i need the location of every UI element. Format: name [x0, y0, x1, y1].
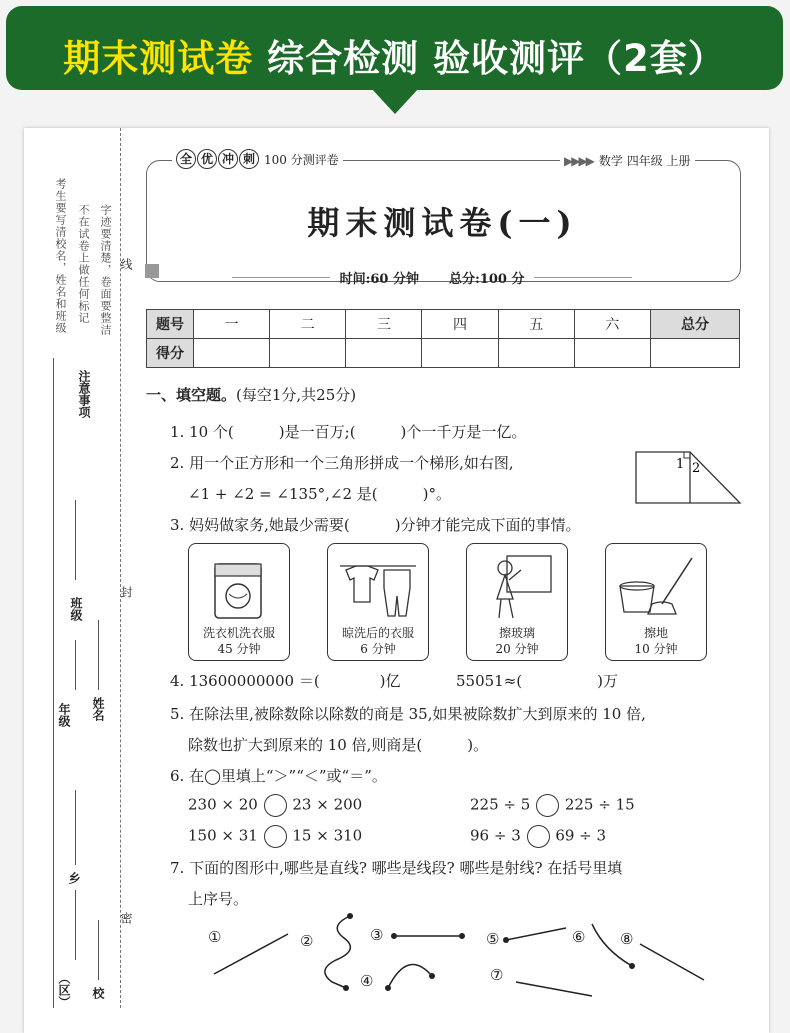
corner-square [145, 264, 159, 278]
line-figures [200, 910, 760, 1010]
table-cell: 三 [346, 310, 422, 339]
banner-title [6, 28, 783, 82]
clothes-line-icon [338, 550, 418, 622]
question-2-line1: 2. 用一个正方形和一个三角形拼成一个梯形,如右图, [170, 454, 514, 472]
score-cell[interactable] [498, 339, 574, 368]
banner-arrow-icon [371, 88, 419, 114]
grade-underline [75, 640, 76, 690]
table-cell: 四 [422, 310, 498, 339]
compare-circle[interactable] [536, 794, 559, 817]
score-cell[interactable] [422, 339, 498, 368]
figure-label-5: ⑤ [486, 930, 500, 948]
task-card-hanging [327, 543, 429, 661]
compare-item [470, 825, 606, 848]
task-card-washing [188, 543, 290, 661]
township-label: 乡 [67, 872, 81, 884]
table-cell: 题号 [147, 310, 194, 339]
side-note-3: 字迹要清楚，卷面要整洁 [99, 204, 112, 336]
grade-label: 年级 [57, 703, 71, 727]
task-caption [606, 625, 706, 657]
time-row [222, 268, 642, 287]
task-caption [328, 625, 428, 657]
township-underline [75, 790, 76, 865]
task-time: 20 分钟 [495, 642, 539, 656]
figure-ray-5 [506, 928, 566, 940]
figure-curve [325, 916, 351, 988]
endpoint-dot [429, 973, 435, 979]
endpoint-dot [385, 985, 391, 991]
section-title [146, 384, 356, 405]
grade-tag [560, 152, 695, 169]
school-label: 校 [91, 987, 105, 999]
top-banner [6, 6, 783, 90]
brand [172, 149, 343, 169]
district-label: （区） [57, 972, 71, 1008]
task-name: 擦玻璃 [498, 626, 535, 640]
grade-label: 数学 四年级 上册 [598, 154, 691, 168]
score-table [146, 309, 740, 368]
figure-label-6: ⑥ [572, 928, 586, 946]
score-cell[interactable] [651, 339, 740, 368]
figure-label-2: ② [300, 932, 314, 950]
task-time: 45 分钟 [217, 642, 261, 656]
endpoint-dot [391, 933, 397, 939]
figure-label-3: ③ [370, 926, 384, 944]
banner-part3: 验收测评（2套） [433, 37, 726, 80]
window-cleaning-icon [477, 550, 557, 622]
question-5-line1: 5. 在除法里,被除数除以除数的商是 35,如果被除数扩大到原来的 10 倍, [170, 705, 646, 723]
compare-right: 225 ÷ 15 [564, 795, 635, 814]
exam-title: 期末测试卷(一) [307, 204, 578, 242]
compare-item [188, 825, 362, 848]
angle-label-2: 2 [692, 461, 701, 476]
compare-left: 150 × 31 [188, 826, 258, 845]
question-3: 3. 妈妈做家务,她最少需要( )分钟才能完成下面的事情。 [170, 516, 581, 534]
right-angle-mark [684, 452, 690, 458]
table-row [147, 339, 740, 368]
question-7-line2: 上序号。 [188, 890, 249, 908]
compare-circle[interactable] [264, 794, 287, 817]
cut-dashed-line [120, 128, 121, 1008]
task-card-window [466, 543, 568, 661]
washing-machine-icon [199, 550, 279, 622]
district-underline [75, 890, 76, 960]
divider [232, 277, 330, 278]
question-5-line2: 除数也扩大到原来的 10 倍,则商是( )。 [188, 736, 489, 754]
cut-mark-seal: 封 [119, 586, 133, 598]
exam-total: 总分:100 分 [448, 272, 525, 287]
figure-line-7 [516, 982, 592, 996]
class-label: 班级 [69, 597, 83, 621]
score-cell[interactable] [194, 339, 270, 368]
endpoint-dot [503, 937, 509, 943]
compare-item [188, 794, 362, 817]
task-time: 10 分钟 [634, 642, 678, 656]
divider [534, 277, 632, 278]
side-note-1: 考生要写清校名，姓名和班级 [54, 178, 67, 334]
name-underline [98, 620, 99, 690]
school-underline [98, 920, 99, 980]
section-note: (每空1分,共25分) [236, 386, 357, 404]
brand-char: 优 [197, 149, 217, 169]
question-7-line1: 7. 下面的图形中,哪些是直线? 哪些是线段? 哪些是射线? 在括号里填 [170, 859, 623, 877]
cut-mark-line: 线 [119, 258, 133, 270]
task-time: 6 分钟 [360, 642, 396, 656]
task-name: 晾洗后的衣服 [341, 626, 414, 640]
triangle-arrows-icon: ▶▶▶▶ [564, 154, 593, 168]
compare-left: 225 ÷ 5 [470, 795, 531, 814]
mop-bucket-icon [616, 550, 696, 622]
compare-right: 69 ÷ 3 [555, 826, 607, 845]
figure-straight-line [214, 934, 288, 974]
table-cell: 得分 [147, 339, 194, 368]
figure-label-7: ⑦ [490, 966, 504, 984]
endpoint-dot [629, 963, 635, 969]
score-cell[interactable] [270, 339, 346, 368]
task-name: 洗衣机洗衣服 [202, 626, 275, 640]
name-label: 姓名 [91, 697, 105, 721]
compare-right: 15 × 310 [292, 826, 363, 845]
endpoint-dot [347, 913, 353, 919]
figure-label-8: ⑧ [620, 930, 634, 948]
figure-label-4: ④ [360, 972, 374, 990]
task-caption [467, 625, 567, 657]
compare-left: 96 ÷ 3 [470, 826, 521, 845]
angle-label-1: 1 [676, 457, 685, 472]
score-cell[interactable] [574, 339, 650, 368]
compare-circle[interactable] [527, 825, 550, 848]
banner-part2: 综合检测 [267, 37, 420, 80]
endpoint-dot [343, 985, 349, 991]
compare-left: 230 × 20 [188, 795, 258, 814]
table-cell: 五 [498, 310, 574, 339]
question-6: 6. 在◯里填上“＞”“＜”或“＝”。 [170, 767, 387, 785]
cut-mark-secret: 密 [119, 912, 133, 924]
task-card-mop [605, 543, 707, 661]
figure-arc [388, 964, 432, 988]
table-row [147, 310, 740, 339]
table-cell: 六 [574, 310, 650, 339]
section-heading: 一、填空题。 [146, 386, 237, 404]
figure-ray-6 [592, 924, 632, 966]
question-4a: 4. 13600000000 ＝( )亿 [170, 672, 401, 690]
task-caption [189, 625, 289, 657]
brand-char: 刺 [239, 149, 259, 169]
compare-right: 23 × 200 [292, 795, 363, 814]
side-heading: 注意事项 [77, 370, 91, 418]
compare-circle[interactable] [264, 825, 287, 848]
brand-subtitle: 100 分测评卷 [264, 152, 339, 167]
score-cell[interactable] [346, 339, 422, 368]
exam-time: 时间:60 分钟 [339, 272, 419, 287]
figure-label-1: ① [208, 928, 222, 946]
question-1: 1. 10 个( )是一百万;( )个一千万是一亿。 [170, 423, 527, 441]
brand-char: 全 [176, 149, 196, 169]
trapezoid-figure [632, 448, 744, 508]
task-name: 擦地 [643, 626, 668, 640]
class-underline [75, 500, 76, 580]
table-cell: 一 [194, 310, 270, 339]
sidebar-rule [53, 358, 54, 1008]
question-4b: 55051≈( )万 [456, 672, 618, 690]
trapezoid-outline [636, 452, 740, 503]
side-note-2: 不在试卷上做任何标记 [77, 204, 90, 324]
figure-segment-8 [640, 944, 704, 980]
brand-char: 冲 [218, 149, 238, 169]
question-2-line2: ∠1 + ∠2 = ∠135°,∠2 是( )°。 [188, 485, 451, 503]
table-cell: 二 [270, 310, 346, 339]
compare-item [470, 794, 635, 817]
table-cell: 总分 [651, 310, 740, 339]
banner-part1: 期末测试卷 [63, 37, 254, 80]
endpoint-dot [459, 933, 465, 939]
